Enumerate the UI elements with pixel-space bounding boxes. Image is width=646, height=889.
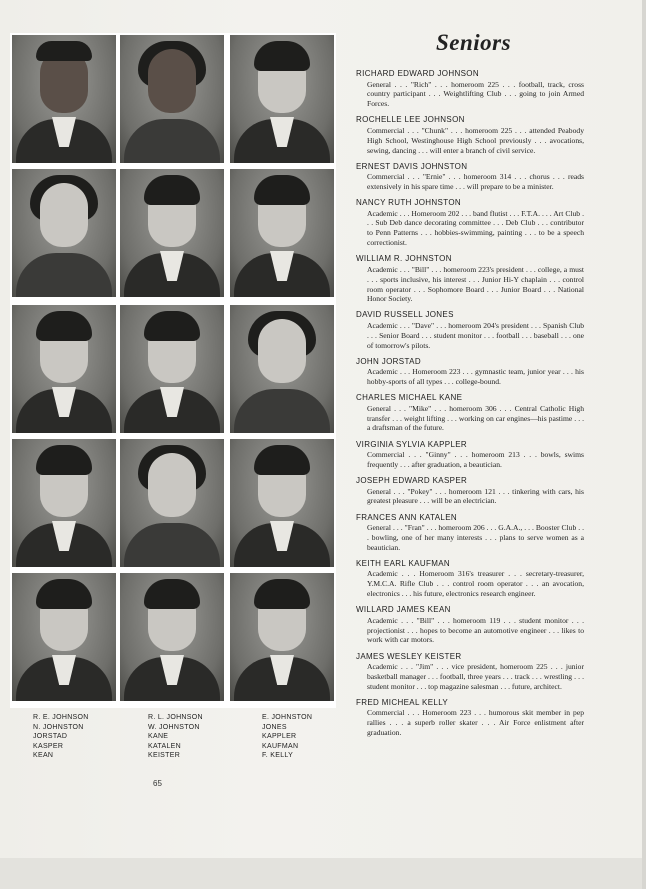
senior-entry bbox=[356, 254, 584, 304]
portrait-kean bbox=[12, 573, 116, 701]
senior-entry bbox=[356, 652, 584, 692]
portrait-jones bbox=[230, 169, 334, 297]
caption-name: JONES bbox=[262, 723, 287, 731]
entry-name: FRANCES ANN KATALEN bbox=[356, 512, 458, 522]
caption-name: KATALEN bbox=[148, 742, 181, 750]
portrait-jorstad bbox=[12, 305, 116, 433]
caption-name: KAUFMAN bbox=[262, 742, 299, 750]
entry-description: Commercial . . . "Chunk" . . . homeroom 225 . . . attended Peabody High School, Westinghouse High School previously . . . avocations, sewing, dancing . . . will enter a branch of civil service. bbox=[367, 125, 584, 155]
portrait-katalen bbox=[120, 439, 224, 567]
caption-name: R. E. JOHNSON bbox=[33, 714, 89, 721]
senior-entry bbox=[356, 513, 584, 553]
entry-description: General . . . "Mike" . . . homeroom 306 . . . Central Catholic High transfer . . . weight lifting . . . working on car engines—his pastime . . . a draftsman of the future. bbox=[367, 403, 584, 433]
senior-entry bbox=[356, 162, 584, 192]
caption-name: KEAN bbox=[33, 752, 54, 760]
portrait-r-e-johnson bbox=[12, 35, 116, 163]
portrait-grid bbox=[10, 33, 336, 708]
caption-name: KEISTER bbox=[148, 752, 181, 760]
caption-name: R. L. JOHNSON bbox=[148, 714, 203, 721]
entry-description: General . . . "Fran" . . . homeroom 206 . . . G.A.A., . . . Booster Club . . . bowling, one of her many interests . . . plans to serve women as a beautician. bbox=[367, 523, 584, 552]
entry-name: ERNEST DAVIS JOHNSTON bbox=[356, 161, 468, 171]
senior-entry bbox=[356, 698, 584, 738]
senior-entry bbox=[356, 357, 584, 387]
portrait-kaufman bbox=[230, 439, 334, 567]
entry-name: DAVID RUSSELL JONES bbox=[356, 310, 454, 320]
name-column-1 bbox=[33, 713, 89, 761]
senior-entry bbox=[356, 559, 584, 599]
caption-name: E. JOHNSTON bbox=[262, 714, 313, 721]
portrait-w-johnston bbox=[120, 169, 224, 297]
senior-entry bbox=[356, 198, 584, 248]
entry-name: ROCHELLE LEE JOHNSON bbox=[356, 115, 465, 125]
portrait-n-johnston bbox=[12, 169, 116, 297]
portrait-kappler bbox=[230, 305, 334, 433]
caption-name: F. KELLY bbox=[262, 752, 294, 760]
entry-name: KEITH EARL KAUFMAN bbox=[356, 558, 451, 568]
entry-name: WILLIAM R. JOHNSTON bbox=[356, 254, 452, 264]
entry-description: Academic . . . "Jim" . . . vice president, homeroom 225 . . . junior basketball manager . . . football, three years . . . track . . . wrestling . . . student monitor . . . top magazine salesman . . . future, architect. bbox=[367, 662, 584, 691]
senior-entry bbox=[356, 440, 584, 470]
page-title: Seniors bbox=[436, 30, 512, 55]
portrait-e-johnston bbox=[230, 35, 334, 163]
entry-description: Academic . . . Homeroom 202 . . . band flutist . . . F.T.A. . . . Art Club . . . Sub Deb dance decorating committee . . . Deb Club . . . contributor to Penn Patterns . . . hobbies-swimming, painting . . . to be a speech correctionist. bbox=[367, 208, 584, 248]
portrait-kasper bbox=[12, 439, 116, 567]
entry-name: CHARLES MICHAEL KANE bbox=[356, 393, 463, 403]
senior-entry bbox=[356, 69, 584, 109]
entry-description: General . . . "Rich" . . . homeroom 225 . . . football, track, cross country participant . . . Weightlifting Club . . . going to join Armed Forces. bbox=[367, 79, 584, 109]
caption-name: W. JOHNSTON bbox=[148, 723, 200, 731]
entry-description: General . . . "Pokey" . . . homeroom 121 . . . tinkering with cars, his greatest pleasure . . . will be an electrician. bbox=[367, 486, 584, 506]
name-column-2 bbox=[148, 713, 203, 761]
entry-name: JOHN JORSTAD bbox=[356, 356, 421, 366]
portrait-f-kelly bbox=[230, 573, 334, 701]
entry-description: Commercial . . . "Ginny" . . . homeroom 213 . . . bowls, swims frequently . . . after graduation, a beautician. bbox=[367, 450, 584, 469]
senior-entry bbox=[356, 476, 584, 506]
entry-name: RICHARD EDWARD JOHNSON bbox=[356, 69, 479, 78]
entry-description: Academic . . . "Dave" . . . homeroom 204's president . . . Spanish Club . . . Senior Board . . . student monitor . . . football . . . baseball . . . one of tomorrow's pilots. bbox=[367, 320, 584, 350]
entry-description: Academic . . . Homeroom 223 . . . gymnastic team, junior year . . . his hobby-sports of all types . . . college-bound. bbox=[367, 367, 584, 387]
entry-name: JOSEPH EDWARD KASPER bbox=[356, 476, 468, 486]
entry-description: Commercial . . . "Ernie" . . . homeroom 314 . . . chorus . . . reads extensively in his spare time . . . will prepare to be a minister. bbox=[367, 172, 584, 191]
entry-name: JAMES WESLEY KEISTER bbox=[356, 651, 462, 661]
senior-entries bbox=[356, 69, 584, 744]
portrait-r-l-johnson bbox=[120, 35, 224, 163]
senior-entry bbox=[356, 393, 584, 433]
senior-entry bbox=[356, 605, 584, 645]
senior-entry bbox=[356, 115, 584, 155]
entry-name: VIRGINIA SYLVIA KAPPLER bbox=[356, 439, 468, 449]
entry-description: Academic . . . Homeroom 316's treasurer . . . secretary-treasurer, Y.M.C.A. Rifle Club . . . control room operator . . . an avocation, electronics . . . his future, electronics research engineer. bbox=[367, 569, 584, 599]
caption-name: KAPPLER bbox=[262, 733, 297, 741]
entry-description: Academic . . . "Bill" . . . homeroom 223's president . . . college, a must . . . sports inclusive, his interest . . . Junior Hi-Y chaplain . . . control room operator . . . Sophomore Board . . . Junior Board . . . National Honor Society. bbox=[367, 264, 584, 304]
page-number: 65 bbox=[153, 779, 162, 788]
entry-description: Commercial . . . Homeroom 223 . . . humorous skit member in pep rallies . . . a superb roller skater . . . Air Force enlistment after graduation. bbox=[367, 708, 584, 738]
name-column-3 bbox=[262, 713, 312, 761]
caption-name: JORSTAD bbox=[33, 733, 68, 741]
portrait-keister bbox=[120, 573, 224, 701]
caption-name: KANE bbox=[148, 733, 169, 741]
entry-description: Academic . . . "Bill" . . . homeroom 119 . . . student monitor . . . projectionist . . . hopes to become an automotive engineer . . . likes to work with car motors. bbox=[367, 615, 584, 645]
entry-name: WILLARD JAMES KEAN bbox=[356, 605, 451, 615]
caption-name: N. JOHNSTON bbox=[33, 723, 84, 731]
entry-name: NANCY RUTH JOHNSTON bbox=[356, 198, 462, 208]
entry-name: FRED MICHEAL KELLY bbox=[356, 697, 449, 707]
senior-entry bbox=[356, 310, 584, 350]
page-bottom-edge bbox=[0, 858, 646, 889]
caption-name: KASPER bbox=[33, 742, 64, 750]
portrait-kane bbox=[120, 305, 224, 433]
